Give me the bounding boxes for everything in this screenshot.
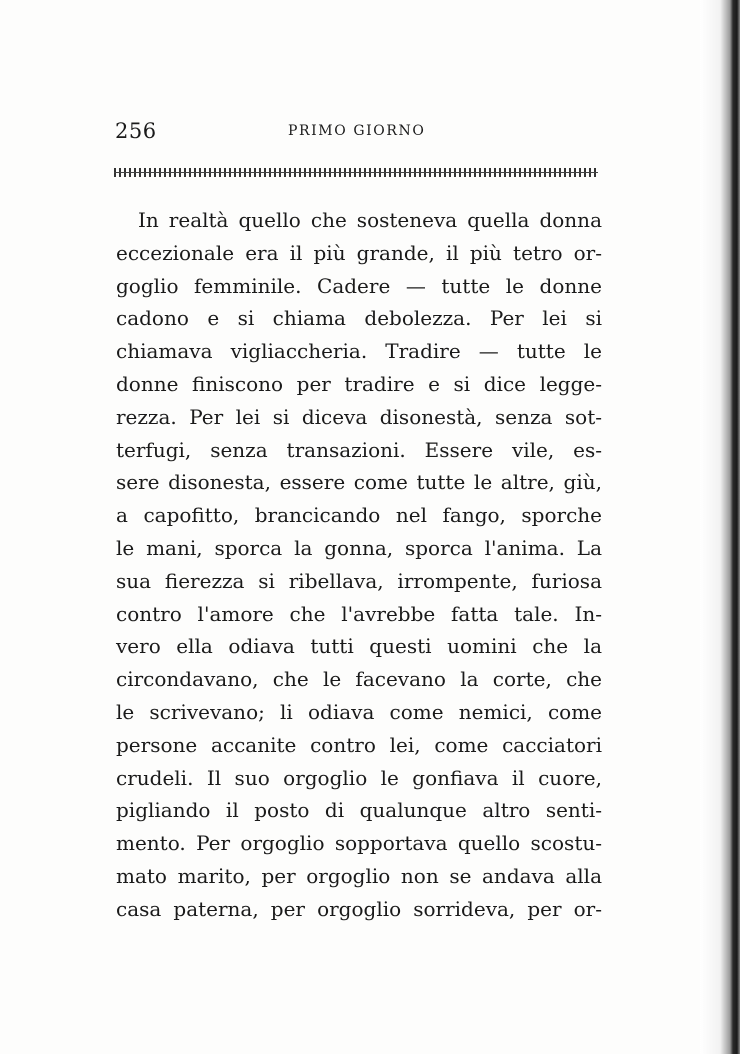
text-line: cadono e si chiama debolezza. Per lei si [116, 306, 602, 331]
text-line: le mani, sporca la gonna, sporca l'anima. La [116, 535, 602, 560]
text-line: contro l'amore che l'avrebbe fatta tale. In- [116, 601, 602, 626]
running-title: PRIMO GIORNO [288, 123, 426, 139]
text-line: le scrivevano; li odiava come nemici, come [116, 699, 602, 724]
text-line: goglio femminile. Cadere — tutte le donne [116, 273, 602, 298]
page-edge-shadow [700, 0, 740, 1054]
text-line: crudeli. Il suo orgoglio le gonfiava il cuore, [116, 765, 602, 790]
text-line: sere disonesta, essere come tutte le altre, giù, [116, 470, 602, 495]
text-line: chiamava vigliaccheria. Tradire — tutte le [116, 339, 602, 364]
text-line: In realtà quello che sosteneva quella donna [138, 208, 602, 232]
text-line: a capofitto, brancicando nel fango, sporche [116, 503, 602, 528]
text-line: mato marito, per orgoglio non se andava alla [116, 863, 602, 888]
text-line: vero ella odiava tutti questi uomini che la [116, 634, 602, 659]
text-line: circondavano, che le facevano la corte, che [116, 667, 602, 692]
text-line: eccezionale era il più grande, il più tetro or- [116, 240, 602, 265]
text-line: sua fierezza si ribellava, irrompente, furiosa [116, 568, 602, 593]
text-line: casa paterna, per orgoglio sorrideva, per or- [116, 896, 602, 921]
text-line: persone accanite contro lei, come cacciatori [116, 732, 602, 757]
text-line: mento. Per orgoglio sopportava quello scostu- [116, 831, 602, 856]
text-line: donne finiscono per tradire e si dice legge- [116, 371, 602, 396]
page-number: 256 [115, 119, 157, 143]
text-line: terfugi, senza transazioni. Essere vile, es- [116, 437, 602, 462]
text-line: pigliando il posto di qualunque altro senti- [116, 798, 602, 823]
ornamental-rule [114, 168, 598, 177]
text-line: rezza. Per lei si diceva disonestà, senza sot- [116, 404, 602, 429]
body-paragraph [116, 204, 602, 926]
